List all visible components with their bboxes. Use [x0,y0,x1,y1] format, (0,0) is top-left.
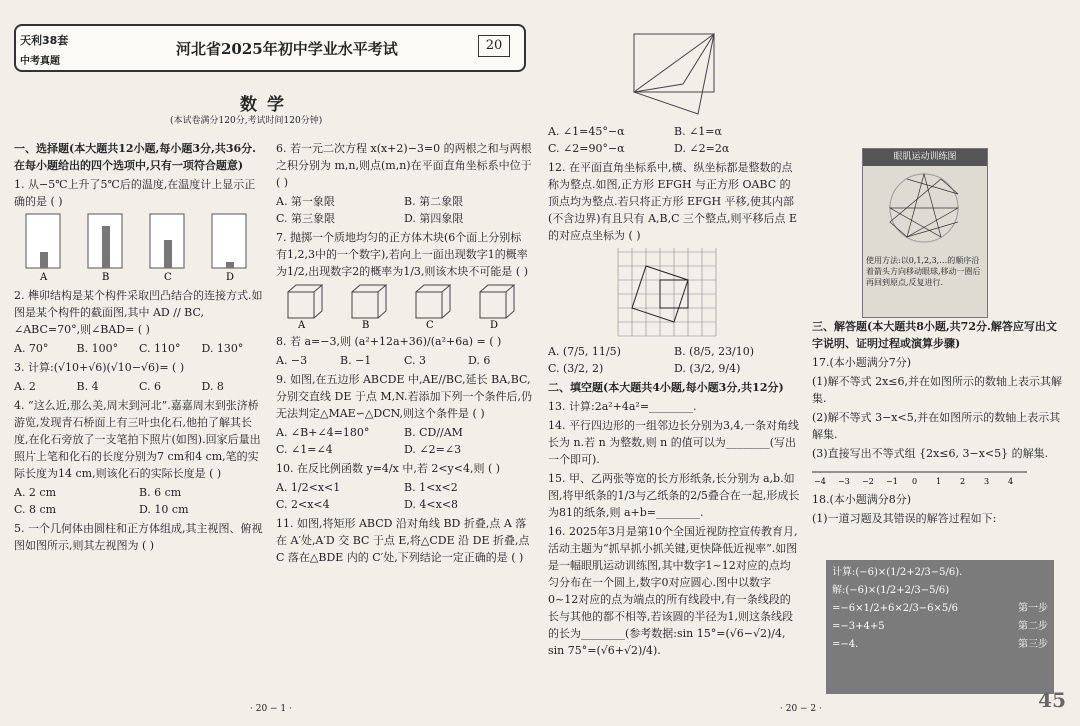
thermometer-b [88,214,122,268]
thermometer-a [26,214,60,268]
answer-bracket: ( ) [487,462,501,475]
option-a[interactable]: A. (7/5, 11/5) [548,345,621,358]
answer-bracket: ( ) [489,335,502,348]
thermometer-label-d: D [226,272,235,282]
option-b[interactable]: B. (8/5, 23/10) [674,345,755,358]
brand-subtitle: 中考真题 [20,56,60,67]
question-12-options [548,343,800,377]
question-11-text: 11. 如图,将矩形 ABCD 沿对角线 BD 折叠,点 A 落在 A′处,A′D 交 BC 于点 E,将△CDE 沿 DE 折叠,点 C 落在△BDE 内的 C′处,下列结论一定正确的是 [276,517,530,564]
cube-label-b: B [362,320,370,328]
calc-solve: 解:(−6)×(1/2+2/3−5/6) [832,585,950,596]
cube-options-figure [276,282,532,328]
option-b[interactable]: B. CD//AM [404,426,463,439]
subject-title: 数学 [240,95,294,115]
thermometer-label-a: A [40,272,48,282]
answer-bracket: ( ) [472,407,485,420]
option-d[interactable]: D. ∠2=∠3 [404,443,462,456]
option-c[interactable]: C. 110° [139,342,181,355]
option-d[interactable]: D. 4<x<8 [404,498,459,511]
option-a[interactable]: A. ∠1=45°−α [548,125,625,138]
thermometer-figures [14,212,264,282]
tick--2: −2 [862,477,874,486]
exam-note: (本试卷满分120分,考试时间120分钟) [170,116,323,126]
option-b[interactable]: B. 1<x<2 [404,481,458,494]
calc-step2 [832,618,1048,636]
option-d[interactable]: D. 6 [468,354,491,367]
calc-step1-text: =−6×1/2+6×2/3−6×5/6 [832,603,959,614]
calc-step2-text: =−3+4+5 [832,621,885,632]
question-3-options [14,378,264,395]
page-footer-left: · 20 − 1 · [250,704,292,714]
exam-number: 20 [478,35,510,57]
question-3 [14,359,264,376]
question-3-text: 3. 计算:(√10+√6)(√10−√6)= [14,361,169,374]
question-2-options [14,340,264,357]
option-d[interactable]: D. ∠2=2α [674,142,730,155]
question-13: 13. 计算:2a²+4a²=________. [548,400,697,413]
option-a[interactable]: A. 2 cm [14,486,57,499]
question-6-text: 6. 若一元二次方程 x(x+2)−3=0 的两根之和与两根之积分别为 m,n,则点(m,n)在平面直角坐标系中位于 [276,142,532,172]
option-c[interactable]: C. 2<x<4 [276,498,330,511]
option-a[interactable]: A. 1/2<x<1 [276,481,341,494]
calc-title: 计算:(−6)×(1/2+2/3−5/6). [832,567,963,578]
option-b[interactable]: B. −1 [340,354,372,367]
question-14: 14. 平行四边形的一组邻边长分别为3,4,一条对角线长为 n.若 n 为整数,则 n 的值可以为________(写出一个即可). [548,419,799,466]
cube-label-c: C [426,320,434,328]
wrong-solution-box [826,560,1054,694]
question-4-text: 4. “这么近,那么美,周末到河北”.嘉嘉周末到张济桥游览,发现青石桥面上有三叶虫化石,他拍了解其长度,在化石旁放了一支笔拍下照片(如图).回家后量出照片上笔和化石的长度分别为7 cm和4 cm,笔的实际长度为14 cm,则该化石的实际长度是 [14,399,261,480]
tick-1: 1 [936,477,942,486]
question-9-options [276,424,532,458]
option-a[interactable]: A. 2 [14,380,36,393]
cube-a [288,285,322,318]
question-7-text: 7. 抛掷一个质地均匀的正方体木块(6个面上分别标有1,2,3中的一个数字),若向上一面出现数字1的概率为1/2,出现数字2的概率为1/3,则该木块不可能是 [276,231,528,278]
answer-bracket: ( ) [209,467,222,480]
cube-label-a: A [298,320,306,328]
option-d[interactable]: D. (3/2, 9/4) [674,362,741,375]
page-footer-right: · 20 − 2 · [780,704,822,714]
question-5 [14,520,264,554]
question-12-text: 12. 在平面直角坐标系中,横、纵坐标都是整数的点称为整点.如图,正方形 EFGH 与正方形 OABC 的顶点均为整点.若只将正方形 EFGH 平移,使其内部(不含边界)有且只有 A,B,C 三个整点,则平移后点 E 的对应点坐标为 [548,161,798,242]
calc-step3-text: =−4. [832,639,859,650]
tick--4: −4 [814,477,826,486]
eye-training-box [862,148,988,318]
question-4-options [14,484,264,518]
answer-bracket: ( ) [172,361,185,374]
answer-bracket: ( ) [50,195,63,208]
tick-4: 4 [1008,477,1014,486]
question-15: 15. 甲、乙两张等宽的长方形纸条,长分别为 a,b.如图,将甲纸条的1/3与乙纸条的2/5叠合在一起,形成长为81的纸条,则 a+b=________. [548,472,800,519]
answer-bracket: ( ) [628,229,641,242]
tick-2: 2 [960,477,966,486]
eye-training-usage: 使用方法:以0,1,2,3,…的顺序沿着箭头方向移动眼球,移动一圈后再回到原点,反复进行. [866,256,981,287]
exam-header [14,24,526,72]
option-d[interactable]: D. 10 cm [139,503,189,516]
option-d[interactable]: D. 8 [201,380,224,393]
thermometer-label-c: C [164,272,172,282]
thermometer-d [212,214,246,268]
question-17-part2: (2)解不等式 3−x<5,并在如图所示的数轴上表示其解集. [812,411,1061,441]
tick-0: 0 [912,477,918,486]
question-17-part1: (1)解不等式 2x≤6,并在如图所示的数轴上表示其解集. [812,375,1062,405]
calc-step3 [832,636,1048,654]
exam-title: 河北省2025年初中学业水平考试 [176,40,398,58]
column-3 [548,14,800,661]
answer-bracket: ( ) [511,551,524,564]
option-d[interactable]: D. 第四象限 [404,212,464,225]
option-b[interactable]: B. 6 cm [139,486,182,499]
tick-3: 3 [984,477,990,486]
question-5-text: 5. 一个几何体由圆柱和正方体组成,其主视图、俯视图如图所示,则其左视图为 [14,522,263,552]
thermometer-c [150,214,184,268]
step3-label: 第三步 [1018,639,1048,650]
option-a[interactable]: A. −3 [276,354,308,367]
question-1 [14,176,264,210]
question-12 [548,159,800,244]
section-3-title: 三、解答题(本大题共8小题,共72分.解答应写出文字说明、证明过程或演算步骤) [812,320,1057,350]
page-number: 45 [1038,688,1066,712]
rectangle-fold-figure [548,14,800,118]
question-10-options [276,479,532,513]
question-8-text: 8. 若 a=−3,则 (a²+12a+36)/(a²+6a) = [276,335,486,348]
question-9-text: 9. 如图,在五边形 ABCDE 中,AE//BC,延长 BA,BC,分别交直线 DE 于点 M,N.若添加下列一个条件后,仍无法判定△MAE∽△DCN,则这个条件是 [276,373,533,420]
question-10 [276,460,532,477]
option-c[interactable]: C. 3 [404,354,427,367]
question-18-part1: (1)一道习题及其错误的解答过程如下: [812,512,997,525]
question-6 [276,140,532,191]
question-2 [14,287,264,338]
option-c[interactable]: C. ∠1=∠4 [276,443,333,456]
option-a[interactable]: A. ∠B+∠4=180° [276,426,370,439]
eye-training-diagram [863,166,985,250]
question-6-options [276,193,532,227]
option-a[interactable]: A. 70° [14,342,49,355]
question-10-text: 10. 在反比例函数 y=4/x 中,若 2<y<4,则 [276,462,485,475]
option-c[interactable]: C. 第三象限 [276,212,336,225]
calc-step1 [832,600,1048,618]
question-17-part3: (3)直接写出不等式组 {2x≤6, 3−x<5} 的解集. [812,447,1049,460]
section-2-title: 二、填空题(本大题共4小题,每小题3分,共12分) [548,381,784,394]
option-c[interactable]: C. 8 cm [14,503,57,516]
question-2-text: 2. 榫卯结构是某个构件采取凹凸结合的连接方式.如图是某个构件的截面图,其中 AD // BC, ∠ABC=70°,则∠BAD= [14,289,263,336]
answer-bracket: ( ) [137,323,150,336]
grid-coordinate-figure [548,246,800,338]
option-b[interactable]: B. 100° [76,342,119,355]
question-7 [276,229,532,280]
answer-bracket: ( ) [142,539,155,552]
question-1-text: 1. 从−5℃上升了5℃后的温度,在温度计上显示正确的是 [14,178,256,208]
question-18-head: 18.(本小题满分8分) [812,493,912,506]
section-1-title: 一、选择题(本大题共12小题,每小题3分,共36分.在每小题给出的四个选项中,只有一项符合题意) [14,142,256,172]
option-c[interactable]: C. ∠2=90°−α [548,142,625,155]
answer-bracket: ( ) [515,265,528,278]
cube-label-d: D [490,320,499,328]
option-c[interactable]: C. 6 [139,380,162,393]
question-8-options [276,352,532,369]
option-b[interactable]: B. ∠1=α [674,125,722,138]
cube-d [480,285,514,318]
eye-training-title: 眼肌运动训练图 [863,149,987,166]
option-c[interactable]: C. (3/2, 2) [548,362,604,375]
cube-c [416,285,450,318]
answer-bracket: ( ) [276,176,289,189]
question-16: 16. 2025年3月是第10个全国近视防控宣传教育月,活动主题为“抓早抓小抓关键,更快降低近视率”.如图是一幅眼肌运动训练图,其中数字1~12对应的点均匀分布在一个圆上,数字0对应圆心.图中以数字0~12对应的点为端点的所有线段中,有一条线段的长与其他的都不相等,若该圆的半径为1,则这条线段的长为________(参考数据:sin 15°=(√6−√2)/4, sin 75°=(√6+√2)/4). [548,525,798,657]
option-a[interactable]: A. 第一象限 [276,195,335,208]
question-17-head: 17.(本小题满分7分) [812,356,912,369]
cube-b [352,285,386,318]
step2-label: 第二步 [1018,621,1048,632]
number-line [812,464,1032,486]
option-b[interactable]: B. 4 [76,380,99,393]
question-9 [276,371,532,422]
option-b[interactable]: B. 第二象限 [404,195,464,208]
column-1 [14,140,264,556]
step1-label: 第一步 [1018,603,1048,614]
thermometer-label-b: B [102,272,110,282]
column-2 [276,140,532,568]
option-d[interactable]: D. 130° [201,342,244,355]
question-4 [14,397,264,482]
column-4 [812,14,1064,529]
question-8 [276,333,532,350]
tick--3: −3 [838,477,850,486]
question-11-options [548,123,800,157]
question-11 [276,515,532,566]
brand-logo: 天利38套 [20,34,69,47]
tick--1: −1 [886,477,898,486]
